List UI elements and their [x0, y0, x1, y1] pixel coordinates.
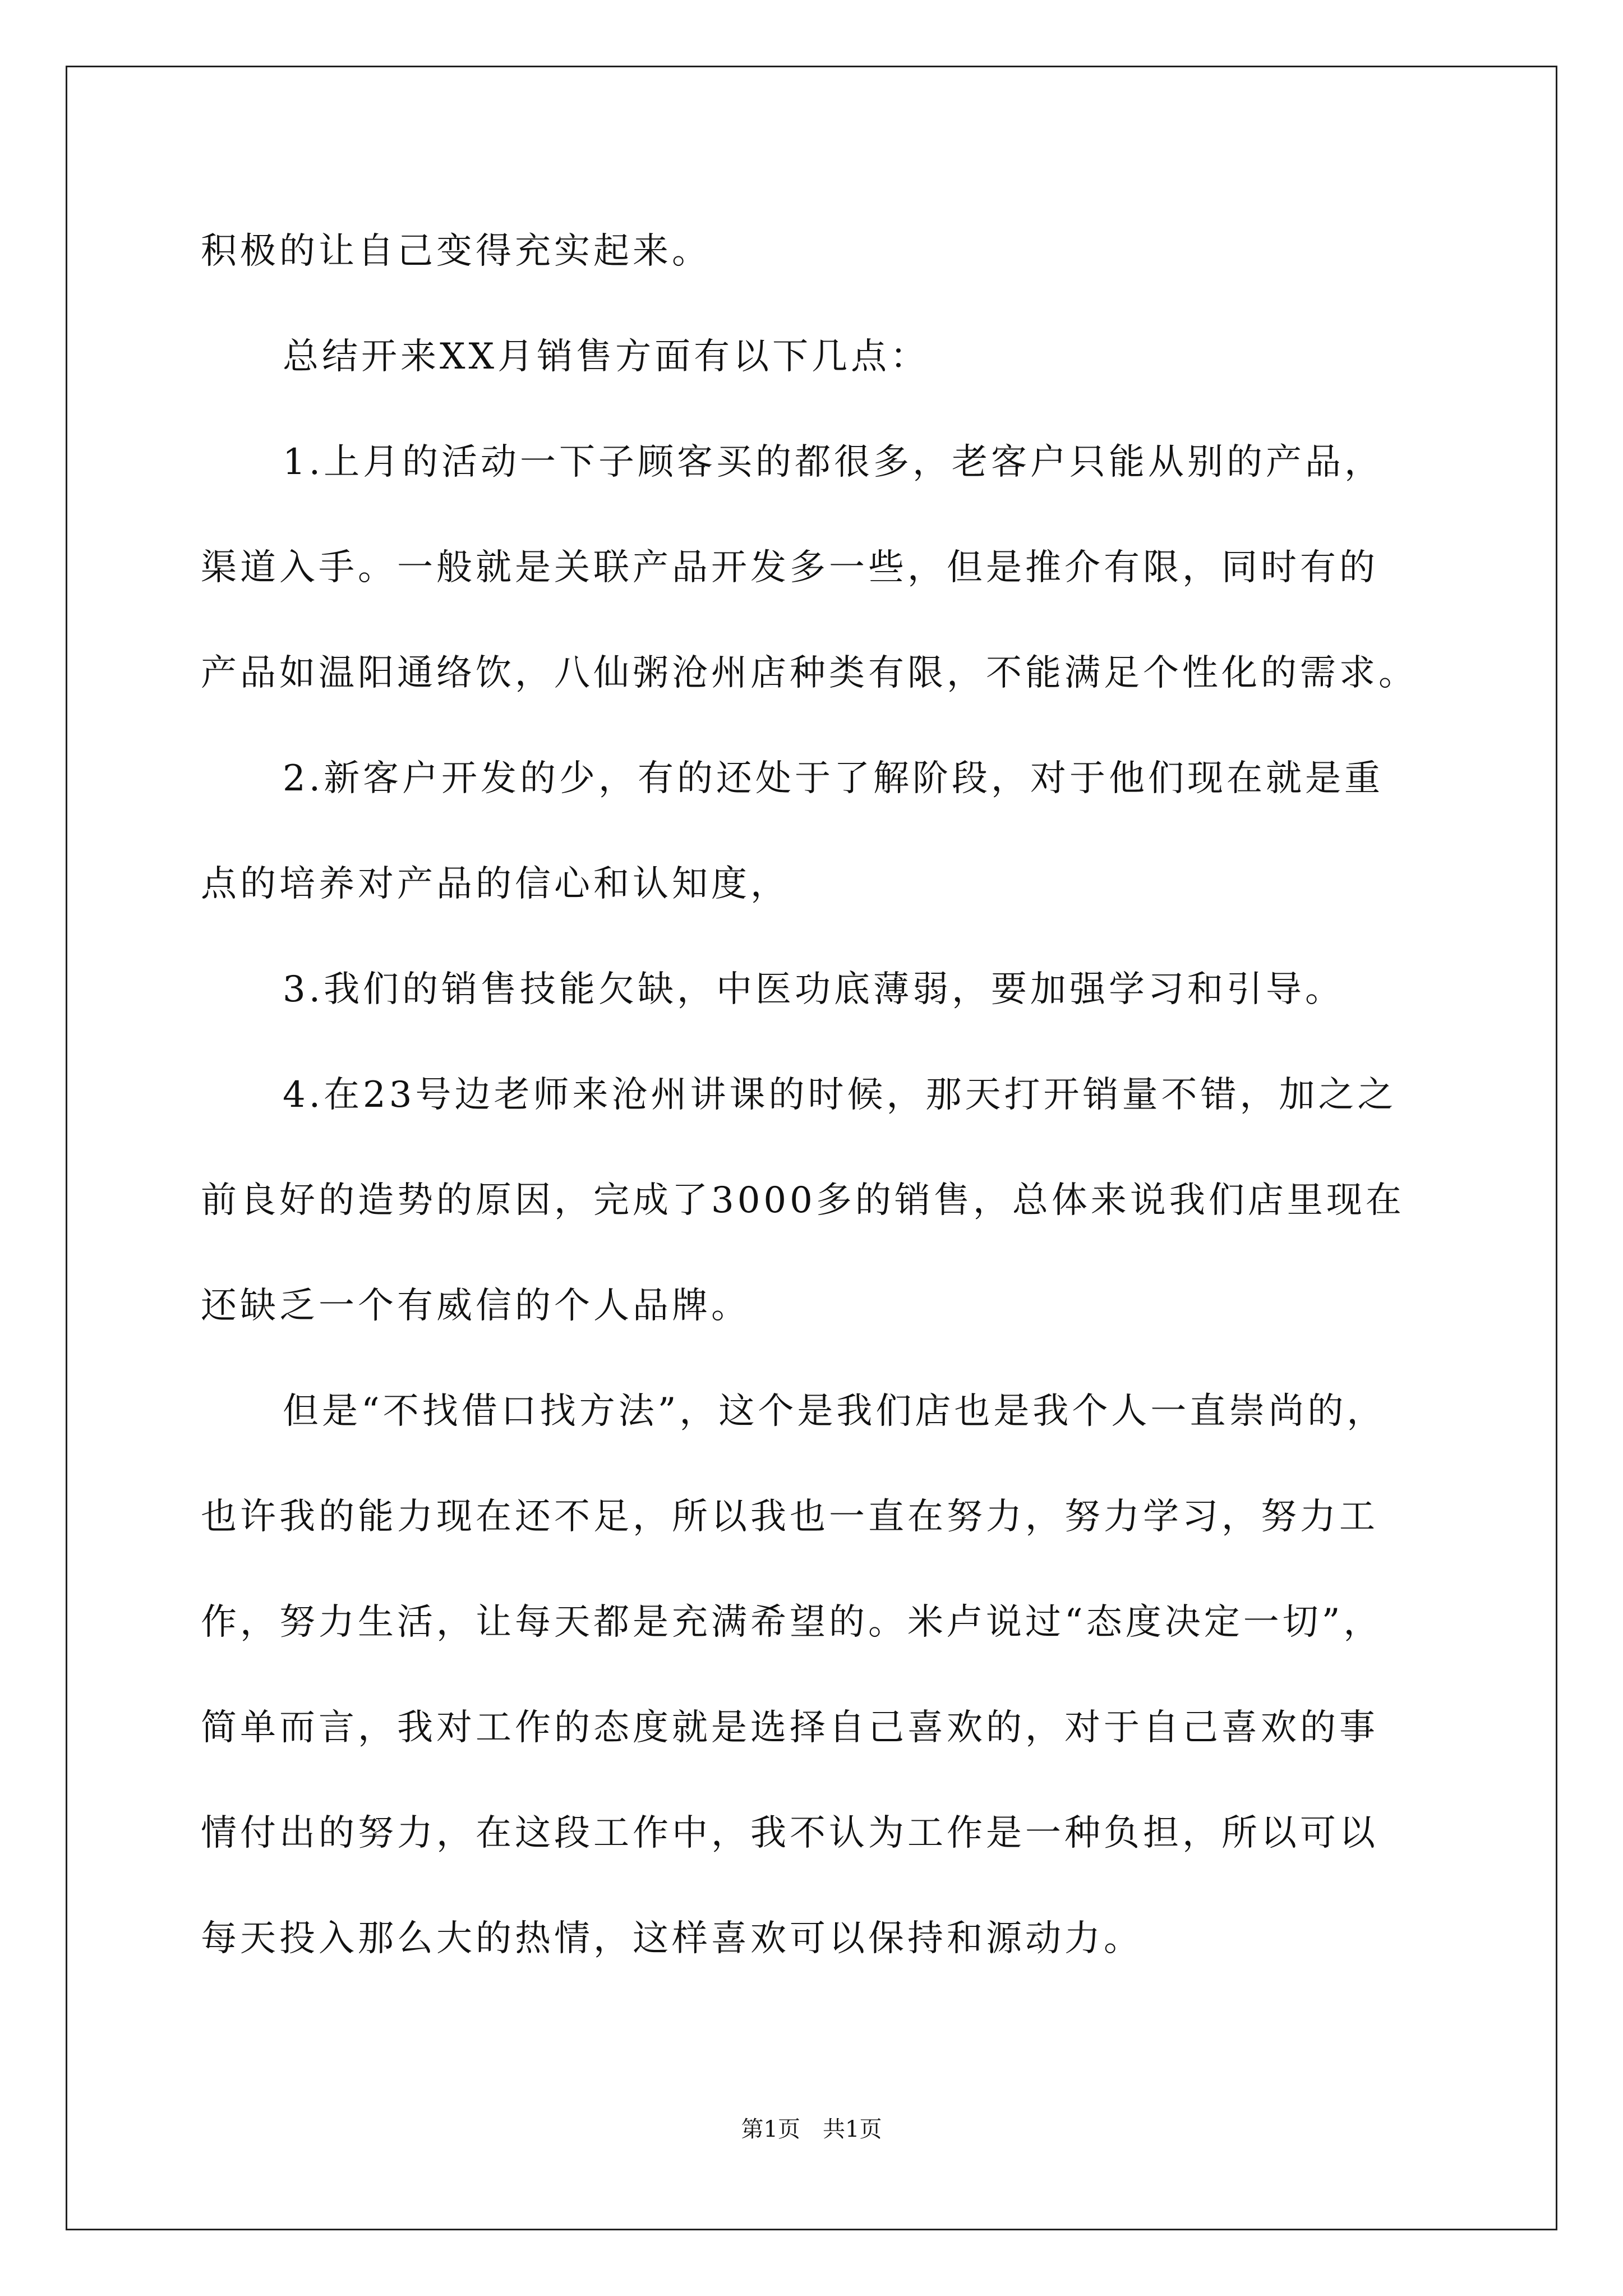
footer-spacer — [800, 2116, 823, 2142]
text-line: 情付出的努力，在这段工作中，我不认为工作是一种负担，所以可以 — [201, 1812, 1378, 1854]
text-line: 但是“不找借口找方法”，这个是我们店也是我个人一直崇尚的， — [283, 1391, 1386, 1432]
text-line: 作，努力生活，让每天都是充满希望的。米卢说过“态度决定一切”， — [201, 1602, 1383, 1643]
text-line: 前良好的造势的原因，完成了3000多的销售，总体来说我们店里现在 — [201, 1180, 1405, 1221]
page-total: 共1页 — [823, 2116, 882, 2142]
text-line: 每天投入那么大的热情，这样喜欢可以保持和源动力。 — [201, 1918, 1143, 1959]
text-line: 简单而言，我对工作的态度就是选择自己喜欢的，对于自己喜欢的事 — [201, 1707, 1378, 1749]
text-line: 2.新客户开发的少，有的还处于了解阶段，对于他们现在就是重 — [283, 758, 1384, 799]
text-line: 积极的让自己变得充实起来。 — [201, 231, 711, 272]
text-line: 1.上月的活动一下子顾客买的都很多，老客户只能从别的产品， — [283, 441, 1384, 483]
text-line: 3.我们的销售技能欠缺，中医功底薄弱，要加强学习和引导。 — [283, 969, 1345, 1010]
document-body — [201, 218, 1435, 2010]
text-line: 渠道入手。一般就是关联产品开发多一些，但是推介有限，同时有的 — [201, 547, 1378, 588]
page-footer — [0, 2113, 1623, 2146]
text-line: 总结开来XX月销售方面有以下几点： — [283, 336, 930, 378]
text-line: 点的培养对产品的信心和认知度， — [201, 863, 790, 905]
text-line: 产品如温阳通络饮，八仙粥沧州店种类有限，不能满足个性化的需求。 — [201, 652, 1418, 694]
page-number: 第1页 — [741, 2116, 800, 2142]
text-line: 还缺乏一个有威信的个人品牌。 — [201, 1285, 750, 1327]
text-line: 4.在23号边老师来沧州讲课的时候，那天打开销量不错，加之之 — [283, 1074, 1397, 1116]
text-line: 也许我的能力现在还不足，所以我也一直在努力，努力学习，努力工 — [201, 1496, 1378, 1538]
